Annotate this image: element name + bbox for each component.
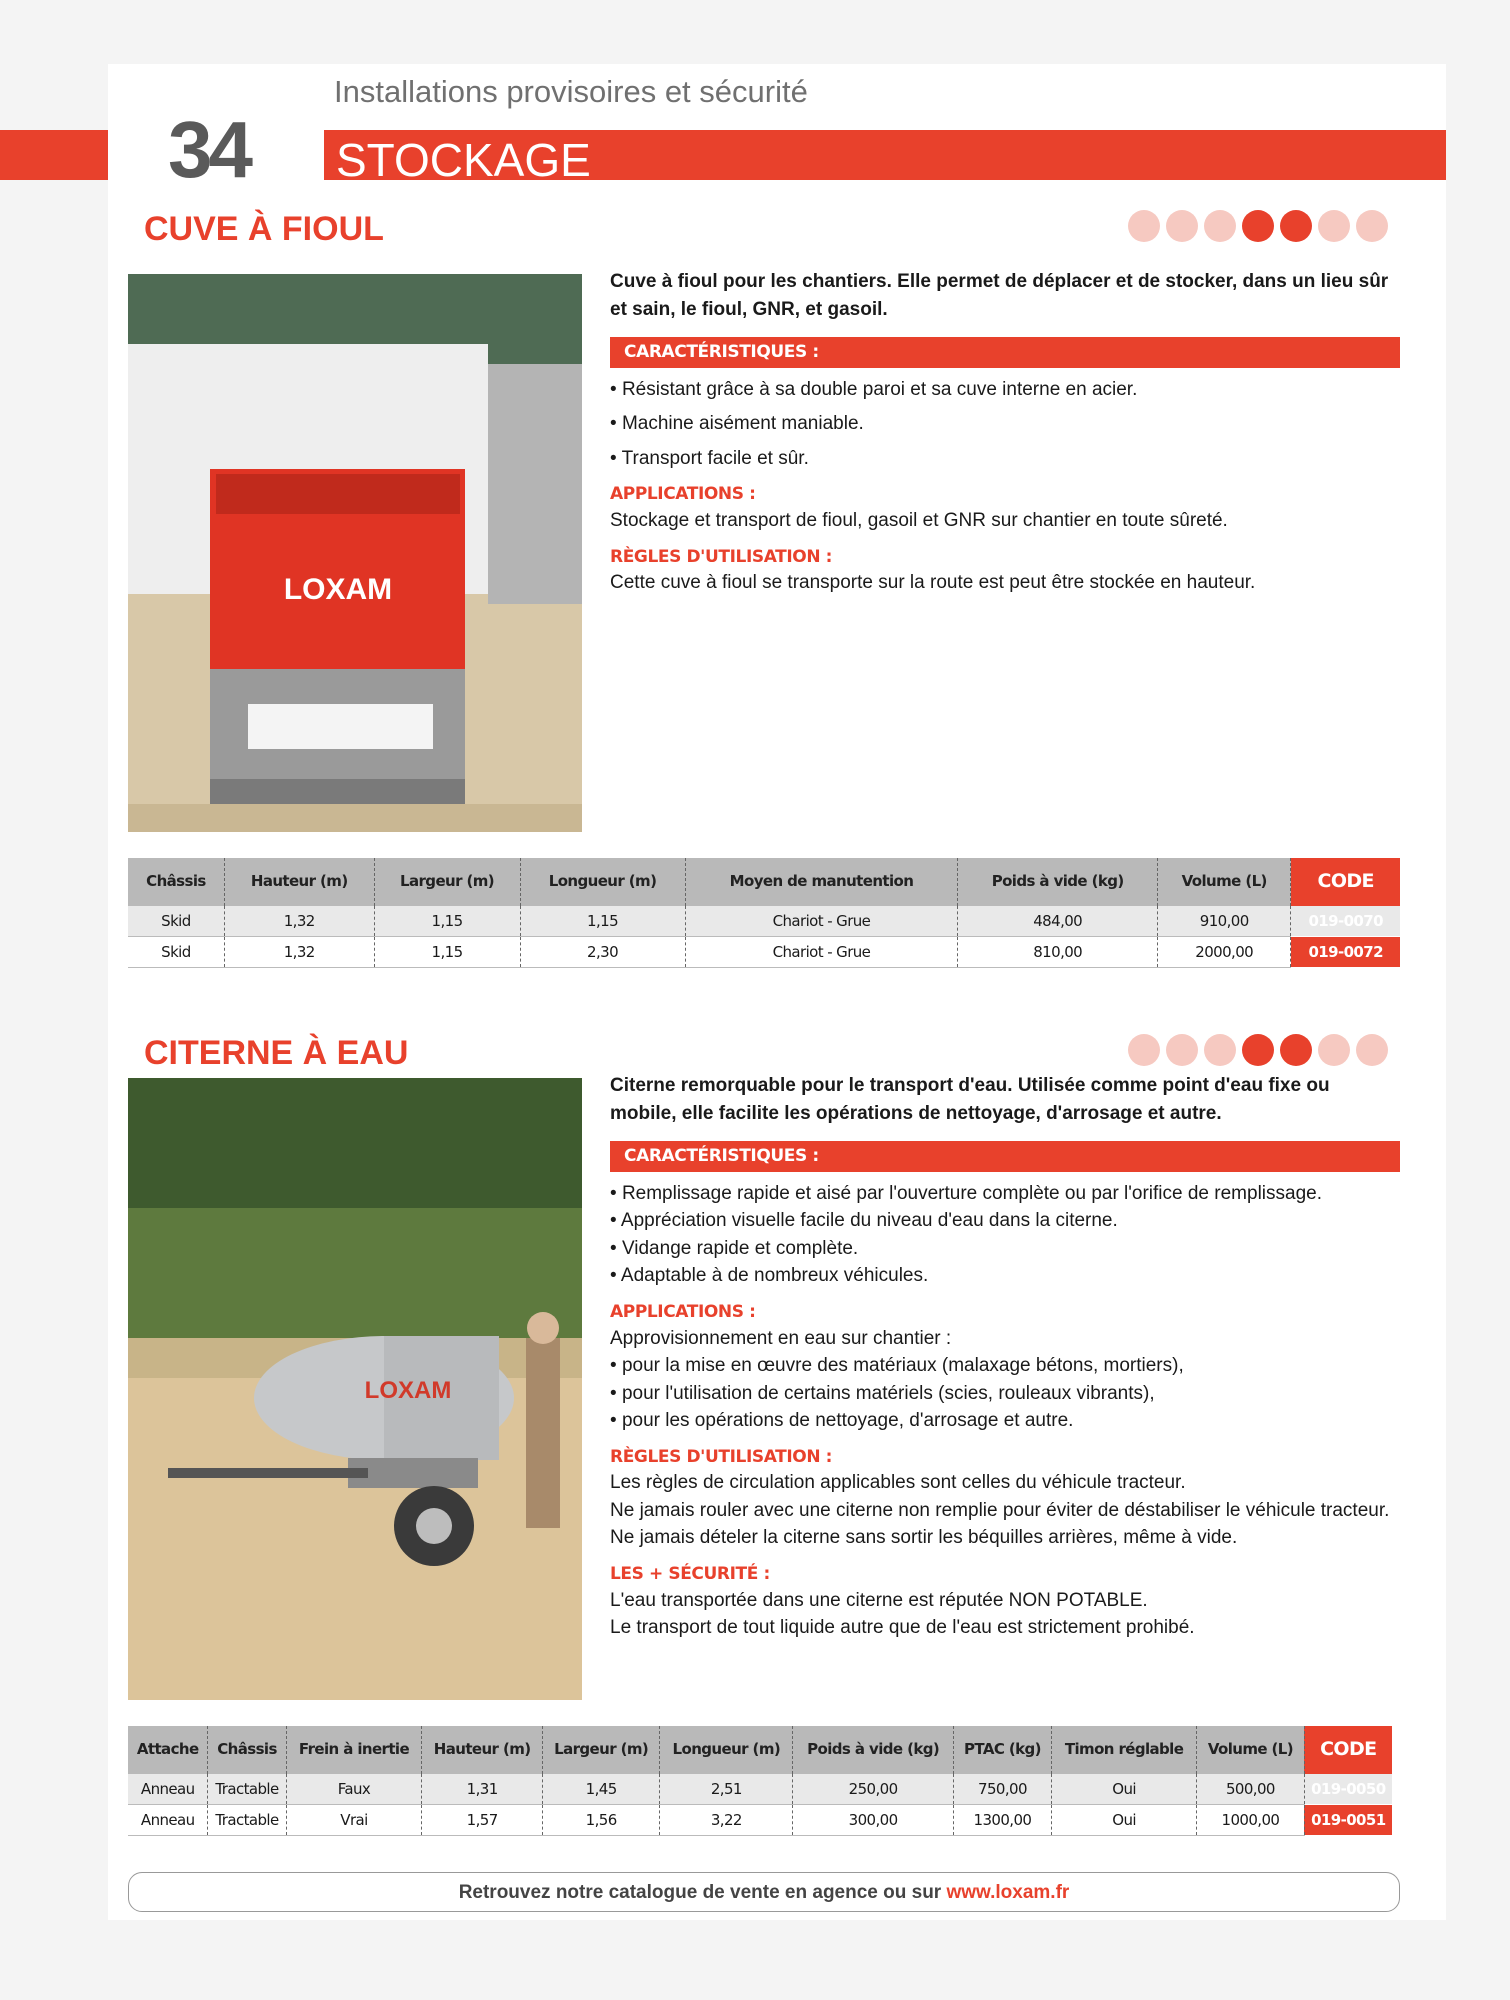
- table-cell: 250,00: [793, 1774, 954, 1805]
- usage-icon: [1128, 1034, 1160, 1066]
- table-cell: 1,15: [520, 906, 685, 937]
- table-header: Moyen de manutention: [685, 858, 958, 906]
- usage-icons: [1128, 1034, 1388, 1066]
- table-header: Hauteur (m): [224, 858, 374, 906]
- product-code: 019-0050: [1304, 1774, 1392, 1805]
- table-header: Poids à vide (kg): [793, 1726, 954, 1774]
- applications-text: Stockage et transport de fioul, gasoil et GNR sur chantier en toute sûreté.: [610, 510, 1228, 532]
- table-header: Châssis: [128, 858, 224, 906]
- list-item: • Résistant grâce à sa double paroi et sa cuve interne en acier.: [610, 376, 1400, 404]
- table-cell: 1,31: [422, 1774, 543, 1805]
- table-cell: Tractable: [208, 1774, 286, 1805]
- usage-icon: [1128, 210, 1160, 242]
- section-title: STOCKAGE: [336, 134, 591, 186]
- table-cell: Skid: [128, 906, 224, 937]
- table-cell: 2,30: [520, 937, 685, 968]
- table-cell: Chariot - Grue: [685, 937, 958, 968]
- safety-label: LES + SÉCURITÉ :: [610, 1564, 770, 1585]
- table-cell: 1,32: [224, 937, 374, 968]
- table-cell: 1,56: [542, 1805, 659, 1836]
- usage-icons: [1128, 210, 1388, 242]
- table-cell: Skid: [128, 937, 224, 968]
- usage-icon: [1166, 210, 1198, 242]
- product-lead: Cuve à fioul pour les chantiers. Elle permet de déplacer et de stocker, dans un lieu sûr et sain, le fioul, GNR, et gasoil.: [610, 271, 1389, 320]
- applications-label: APPLICATIONS :: [610, 484, 756, 505]
- table-cell: 750,00: [953, 1774, 1051, 1805]
- water-tank-spec-table: [128, 1726, 1392, 1836]
- table-cell: 1,45: [542, 1774, 659, 1805]
- table-cell: 810,00: [958, 937, 1158, 968]
- usage-icon: [1318, 210, 1350, 242]
- footer-banner: [128, 1872, 1400, 1912]
- table-row: [128, 1805, 1392, 1836]
- table-cell: Vrai: [286, 1805, 422, 1836]
- list-item: • Transport facile et sûr.: [610, 445, 1400, 473]
- footer-text: Retrouvez notre catalogue de vente en agence ou sur: [458, 1882, 942, 1903]
- chapter-subtitle: Installations provisoires et sécurité: [334, 74, 808, 109]
- table-cell: 1,15: [374, 937, 520, 968]
- usage-icon-active: [1242, 1034, 1274, 1066]
- usage-icon-active: [1242, 210, 1274, 242]
- catalog-page: [108, 64, 1446, 1920]
- table-cell: 1300,00: [953, 1805, 1051, 1836]
- product-code: 019-0070: [1291, 906, 1400, 937]
- rules-label: RÈGLES D'UTILISATION :: [610, 546, 833, 567]
- safety-text: L'eau transportée dans une citerne est réputée NON POTABLE.: [610, 1589, 1148, 1611]
- usage-icon-active: [1280, 210, 1312, 242]
- table-header: Attache: [128, 1726, 208, 1774]
- table-cell: Oui: [1051, 1774, 1196, 1805]
- table-header: Timon réglable: [1051, 1726, 1196, 1774]
- table-header: Longueur (m): [520, 858, 685, 906]
- table-cell: 2000,00: [1157, 937, 1290, 968]
- list-item: • Appréciation visuelle facile du niveau d'eau dans la citerne.: [610, 1207, 1400, 1235]
- list-item: • Machine aisément maniable.: [610, 410, 1400, 438]
- table-header: Châssis: [208, 1726, 286, 1774]
- list-item: • Remplissage rapide et aisé par l'ouverture complète ou par l'orifice de remplissage.: [610, 1180, 1400, 1208]
- table-cell: 910,00: [1157, 906, 1290, 937]
- characteristics-label: CARACTÉRISTIQUES :: [610, 1141, 1400, 1172]
- photo-brand-text: LOXAM: [283, 573, 393, 606]
- fuel-tank-photo: [128, 274, 582, 832]
- water-tank-photo: [128, 1078, 582, 1700]
- fuel-tank-spec-table: [128, 858, 1400, 968]
- applications-intro: Approvisionnement en eau sur chantier :: [610, 1327, 952, 1349]
- left-accent-bar: [0, 130, 108, 180]
- table-cell: 1,57: [422, 1805, 543, 1836]
- list-item: • Vidange rapide et complète.: [610, 1235, 1400, 1263]
- product-title-water-tank: CITERNE À EAU: [144, 1034, 409, 1072]
- table-header: Poids à vide (kg): [958, 858, 1158, 906]
- photo-brand-text: LOXAM: [364, 1377, 452, 1404]
- table-cell: 484,00: [958, 906, 1158, 937]
- characteristics-list: [610, 1180, 1400, 1290]
- list-item: • Adaptable à de nombreux véhicules.: [610, 1262, 1400, 1290]
- table-header: Frein à inertie: [286, 1726, 422, 1774]
- table-header: Hauteur (m): [422, 1726, 543, 1774]
- product-code: 019-0051: [1304, 1805, 1392, 1836]
- fuel-tank-description: [610, 268, 1400, 597]
- table-cell: 1,15: [374, 906, 520, 937]
- table-row: [128, 906, 1400, 937]
- table-cell: 2,51: [660, 1774, 793, 1805]
- table-header: Longueur (m): [660, 1726, 793, 1774]
- table-cell: Anneau: [128, 1805, 208, 1836]
- applications-label: APPLICATIONS :: [610, 1301, 756, 1322]
- product-title-fuel-tank: CUVE À FIOUL: [144, 210, 384, 248]
- table-header-code: CODE: [1291, 858, 1400, 906]
- list-item: • pour les opérations de nettoyage, d'arrosage et autre.: [610, 1407, 1400, 1435]
- rules-text: Ne jamais dételer la citerne sans sortir les béquilles arrières, même à vide.: [610, 1527, 1238, 1549]
- table-row: [128, 937, 1400, 968]
- usage-icon-active: [1280, 1034, 1312, 1066]
- usage-icon: [1356, 210, 1388, 242]
- table-cell: Oui: [1051, 1805, 1196, 1836]
- rules-text: Les règles de circulation applicables sont celles du véhicule tracteur.: [610, 1472, 1186, 1494]
- table-header: Largeur (m): [542, 1726, 659, 1774]
- table-header: Volume (L): [1157, 858, 1290, 906]
- table-cell: Faux: [286, 1774, 422, 1805]
- section-banner: [324, 130, 1446, 186]
- rules-text: Ne jamais rouler avec une citerne non remplie pour éviter de déstabiliser le véhicule tracteur.: [610, 1499, 1390, 1521]
- table-cell: Tractable: [208, 1805, 286, 1836]
- usage-icon: [1204, 210, 1236, 242]
- footer-link[interactable]: www.loxam.fr: [946, 1882, 1070, 1903]
- usage-icon: [1166, 1034, 1198, 1066]
- list-item: • pour l'utilisation de certains matériels (scies, rouleaux vibrants),: [610, 1380, 1400, 1408]
- table-row: [128, 1774, 1392, 1805]
- product-code: 019-0072: [1291, 937, 1400, 968]
- characteristics-label: CARACTÉRISTIQUES :: [610, 337, 1400, 368]
- usage-icon: [1204, 1034, 1236, 1066]
- usage-icon: [1318, 1034, 1350, 1066]
- product-lead: Citerne remorquable pour le transport d'eau. Utilisée comme point d'eau fixe ou mobile, elle facilite les opérations de nettoyage, d'arrosage et autre.: [610, 1075, 1330, 1124]
- table-cell: 1,32: [224, 906, 374, 937]
- table-header-code: CODE: [1304, 1726, 1392, 1774]
- list-item: • pour la mise en œuvre des matériaux (malaxage bétons, mortiers),: [610, 1352, 1400, 1380]
- table-cell: 1000,00: [1197, 1805, 1304, 1836]
- rules-label: RÈGLES D'UTILISATION :: [610, 1446, 833, 1467]
- water-tank-description: [610, 1072, 1400, 1642]
- rules-text: Cette cuve à fioul se transporte sur la route est peut être stockée en hauteur.: [610, 572, 1256, 594]
- table-cell: 300,00: [793, 1805, 954, 1836]
- table-header: Volume (L): [1197, 1726, 1304, 1774]
- table-header: Largeur (m): [374, 858, 520, 906]
- table-cell: 500,00: [1197, 1774, 1304, 1805]
- usage-icon: [1356, 1034, 1388, 1066]
- table-cell: Chariot - Grue: [685, 906, 958, 937]
- table-cell: 3,22: [660, 1805, 793, 1836]
- safety-text: Le transport de tout liquide autre que de l'eau est strictement prohibé.: [610, 1617, 1195, 1639]
- table-header: PTAC (kg): [953, 1726, 1051, 1774]
- page-number: 34: [168, 105, 249, 194]
- applications-list: [610, 1352, 1400, 1435]
- characteristics-list: [610, 376, 1400, 473]
- table-cell: Anneau: [128, 1774, 208, 1805]
